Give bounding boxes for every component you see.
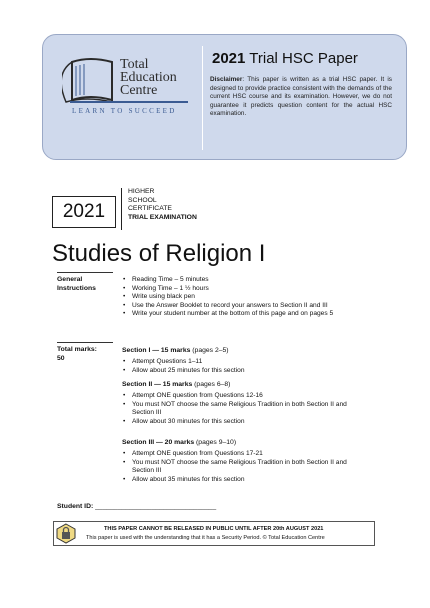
section-pages: (pages 2–5) (192, 347, 229, 354)
paper-year: 2021 (212, 50, 246, 67)
list-item: • Allow about 30 minutes for this section (122, 418, 362, 427)
logo-rule (70, 101, 188, 103)
student-id (57, 503, 216, 510)
list-item: • Attempt ONE question from Questions 17-21 (122, 450, 362, 459)
security-footer (53, 521, 375, 546)
paper-title (212, 50, 358, 67)
padlock-icon (56, 523, 76, 544)
general-rule (57, 272, 113, 273)
general-label-line-1: General (57, 276, 83, 283)
section-pages: (pages 9–10) (196, 439, 237, 446)
logo-line-3: Centre (120, 83, 158, 98)
section-list (122, 392, 362, 426)
list-item: • Write your student number at the bottom of this page and on pages 5 (122, 310, 360, 319)
exam-type (128, 188, 197, 222)
logo-tagline: LEARN TO SUCCEED (72, 107, 177, 115)
footer-security-notice: This paper is used with the understanding that it has a Security Period. © Total Education Centre (86, 535, 325, 541)
exam-line-3: CERTIFICATE (128, 205, 172, 212)
general-label-line-2: Instructions (57, 284, 96, 292)
exam-year-box: 2021 (52, 196, 116, 228)
list-item: • Attempt ONE question from Questions 12-16 (122, 392, 362, 401)
list-item: • Attempt Questions 1–11 (122, 358, 362, 367)
list-item: • You must NOT choose the same Religious Tradition in both Section II and Section III (122, 459, 362, 476)
general-list (122, 276, 360, 319)
section-heading (122, 380, 362, 389)
disclaimer (210, 76, 392, 119)
logo-line-2: Education (120, 70, 177, 85)
total-marks-label: Total marks: (57, 346, 97, 353)
list-item: • Allow about 35 minutes for this section (122, 476, 362, 485)
general-label (57, 276, 96, 293)
list-item: • Allow about 25 minutes for this section (122, 367, 362, 376)
total-rule (57, 342, 113, 343)
section-heading (122, 346, 362, 355)
list-item: • Write using black pen (122, 293, 360, 302)
footer-release-notice: THIS PAPER CANNOT BE RELEASED IN PUBLIC UNTIL AFTER 20th AUGUST 2021 (104, 526, 324, 532)
exam-line-2: SCHOOL (128, 196, 157, 204)
list-item: • Reading Time – 5 minutes (122, 276, 360, 285)
logo-wordmark (120, 58, 177, 97)
section-3 (122, 438, 362, 484)
disclaimer-label: Disclaimer (210, 76, 243, 83)
total-marks-value: 50 (57, 354, 65, 362)
exam-line-4: TRIAL EXAMINATION (128, 213, 197, 221)
student-id-field[interactable]: ________________________________ (95, 503, 217, 510)
section-title: Section III — 20 marks (122, 439, 195, 446)
list-item: • Working Time – 1 ½ hours (122, 285, 360, 294)
section-heading (122, 438, 362, 447)
list-item: • You must NOT choose the same Religious Tradition in both Section II and Section III (122, 401, 362, 418)
subject-title: Studies of Religion I (52, 240, 266, 267)
section-2 (122, 380, 362, 426)
section-title: Section I — 15 marks (122, 347, 191, 354)
paper-title-text: Trial HSC Paper (249, 50, 358, 67)
student-id-label: Student ID: (57, 503, 94, 510)
disclaimer-text: : This paper is written as a trial HSC paper. It is designed to provide practice consistent with the demands of the current HSC course and its examination. However, we do not guarantee it predicts question content for the actual HSC examination. (210, 76, 392, 118)
section-list (122, 450, 362, 484)
section-title: Section II — 15 marks (122, 381, 193, 388)
exam-line-1: HIGHER (128, 188, 155, 195)
banner-divider (202, 46, 203, 150)
list-item: • Use the Answer Booklet to record your answers to Section II and III (122, 302, 360, 311)
total-marks (57, 346, 97, 363)
section-pages: (pages 6–8) (194, 381, 231, 388)
section-list (122, 358, 362, 375)
exam-rule (121, 188, 122, 230)
section-1 (122, 346, 362, 375)
logo-line-1: Total (120, 57, 149, 72)
